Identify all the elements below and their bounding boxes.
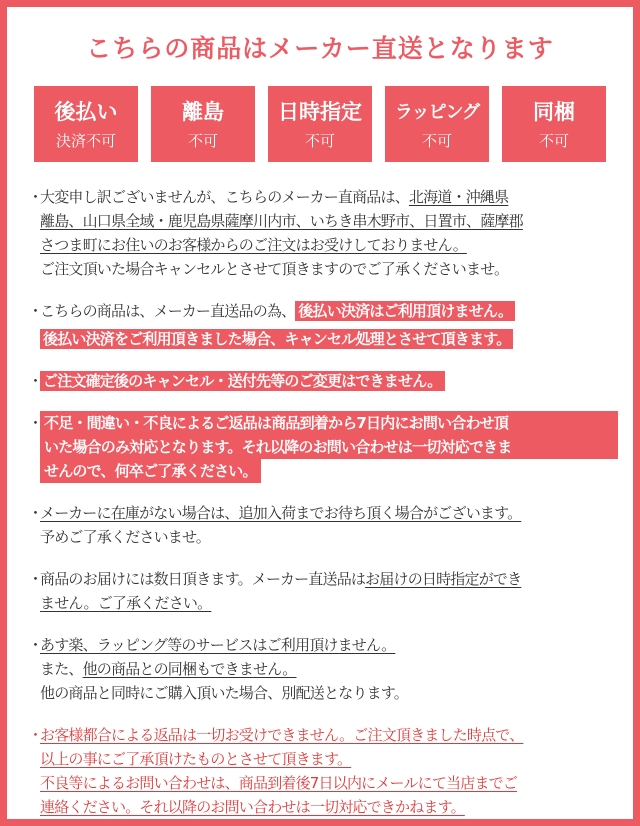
notice-text-underlined: さつま町にお住いのお客様からのご注文はお受けしておりません。 bbox=[40, 236, 467, 254]
badge-status: 不可 bbox=[538, 132, 569, 150]
notice-text-underlined: メーカーに在庫がない場合は、追加入荷までお待ち頂く場合がございます。 bbox=[40, 504, 522, 522]
notice-text-underlined: あす楽、ラッピング等のサービスはご利用頂けません。 bbox=[40, 636, 396, 654]
notice-text: ご注文頂いた場合キャンセルとさせて頂きますのでご了承くださいませ。 bbox=[40, 260, 509, 278]
badge-delivery-date bbox=[268, 86, 372, 162]
badge-status: 不可 bbox=[187, 132, 218, 150]
notice-list bbox=[28, 185, 618, 819]
notice-shipping-area bbox=[28, 185, 618, 281]
notice-text-underlined: 離島、山口県全域・鹿児島県薩摩川内市、いちき串木野市、日置市、薩摩郡 bbox=[40, 212, 523, 230]
bullet: ・ bbox=[28, 504, 43, 522]
warning-text: 不良等によるお問い合わせは、商品到着後7日以内にメールにて当店までご bbox=[40, 774, 518, 792]
notice-text-underlined: 北海道・沖縄県 bbox=[408, 188, 509, 206]
notice-highlight: 後払い決済はご利用頂けません。 bbox=[295, 301, 515, 321]
notice-text-underlined: お届けの日時指定ができ bbox=[365, 570, 522, 588]
notice-no-cancellation bbox=[28, 369, 618, 393]
notice-out-of-stock bbox=[28, 501, 618, 549]
notice-text: 予めご了承くださいませ。 bbox=[40, 528, 210, 546]
notice-text: こちらの商品は、メーカー直送品の為、 bbox=[40, 302, 296, 320]
notice-text: また、 bbox=[40, 660, 83, 678]
bullet: ・ bbox=[28, 414, 43, 432]
badge-status: 不可 bbox=[304, 132, 335, 150]
badge-status: 不可 bbox=[421, 132, 452, 150]
notice-delivery-date bbox=[28, 567, 618, 615]
badge-title: 後払い bbox=[54, 100, 118, 124]
badge-deferred-payment bbox=[34, 86, 138, 162]
notice-highlight: いた場合のみ対応となります。それ以降のお問い合わせは一切対応できま bbox=[40, 435, 618, 459]
bullet: ・ bbox=[28, 302, 43, 320]
notice-text: 大変申し訳ございませんが、こちらのメーカー直商品は、 bbox=[40, 188, 409, 206]
notice-highlight: せんので、何卒ご了承ください。 bbox=[40, 459, 261, 483]
notice-highlight: ご注文確定後のキャンセル・送付先等のご変更はできません。 bbox=[40, 371, 445, 391]
notice-returns-defect bbox=[28, 411, 618, 483]
notice-text-underlined: 他の商品との同梱もできません。 bbox=[82, 660, 297, 678]
notice-text: 商品のお届けには数日頂きます。メーカー直送品は bbox=[40, 570, 366, 588]
restriction-badges bbox=[34, 86, 606, 162]
notice-return-policy bbox=[28, 723, 618, 819]
notice-text: 他の商品と同時にご購入頂いた場合、別配送となります。 bbox=[40, 684, 409, 702]
bullet: ・ bbox=[28, 372, 43, 390]
bullet: ・ bbox=[28, 726, 43, 744]
notice-services bbox=[28, 633, 618, 705]
notice-highlight: 不足・間違い・不良によるご返品は商品到着から7日内にお問い合わせ頂 bbox=[40, 411, 618, 435]
notice-highlight: 後払い決済をご利用頂きました場合、キャンセル処理とさせて頂きます。 bbox=[40, 329, 513, 349]
notice-text-underlined: ません。ご了承ください。 bbox=[40, 594, 212, 612]
badge-title: 同梱 bbox=[533, 100, 575, 124]
badge-title: ラッピング bbox=[394, 102, 480, 123]
badge-wrapping bbox=[385, 86, 489, 162]
badge-bundling bbox=[502, 86, 606, 162]
badge-remote-islands bbox=[151, 86, 255, 162]
badge-title: 日時指定 bbox=[278, 100, 362, 124]
page-title: こちらの商品はメーカー直送となります bbox=[86, 34, 554, 63]
bullet: ・ bbox=[28, 188, 43, 206]
bullet: ・ bbox=[28, 636, 43, 654]
badge-status: 決済不可 bbox=[55, 132, 116, 150]
warning-text: お客様都合による返品は一切お受けできません。ご注文頂きました時点で、 bbox=[40, 726, 524, 744]
bullet: ・ bbox=[28, 570, 43, 588]
warning-text: 以上の事にご了承頂けたものとさせて頂きます。 bbox=[40, 750, 352, 768]
notice-deferred-payment bbox=[28, 299, 618, 351]
badge-title: 離島 bbox=[182, 100, 224, 124]
warning-text: 連絡ください。それ以降のお問い合わせは一切対応できかねます。 bbox=[40, 798, 465, 816]
